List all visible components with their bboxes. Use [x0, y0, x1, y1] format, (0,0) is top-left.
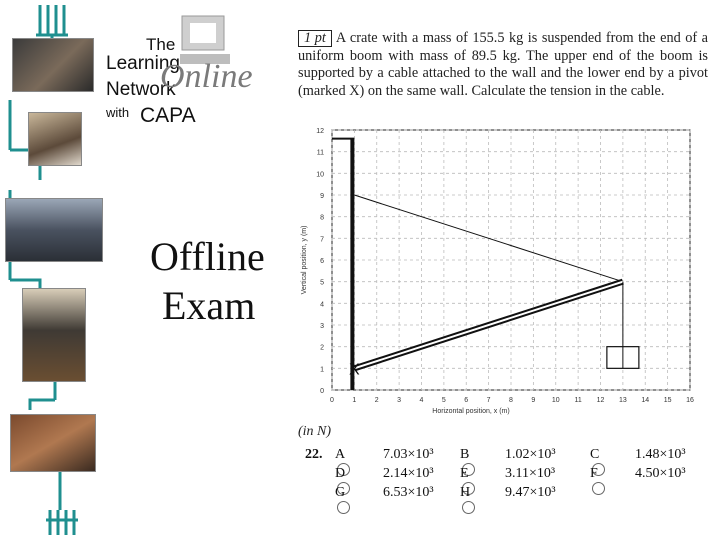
pivot-marker: X	[349, 361, 360, 379]
photo-reading	[10, 414, 96, 472]
photo-lecture	[5, 198, 103, 262]
x-tick-label: 11	[574, 397, 582, 404]
x-tick-label: 10	[551, 397, 560, 404]
x-tick-label: 16	[686, 397, 694, 404]
choice-bubble[interactable]	[462, 501, 475, 514]
x-tick-label: 4	[419, 397, 424, 404]
title-exam: Exam	[162, 283, 256, 329]
y-tick-label: 1	[320, 366, 324, 374]
x-tick-label: 7	[486, 397, 491, 404]
x-tick-label: 13	[618, 397, 627, 404]
choice-c[interactable]: C	[590, 447, 605, 480]
points-badge: 1 pt	[298, 30, 332, 47]
x-tick-label: 2	[374, 397, 379, 404]
logo-with: with	[106, 105, 130, 120]
choice-bubble[interactable]	[337, 501, 350, 514]
choice-value: 6.53×10³	[383, 485, 434, 500]
boom-diagram	[298, 122, 708, 422]
choice-d[interactable]: D	[335, 466, 350, 499]
y-tick-label: 8	[320, 214, 324, 222]
choice-value: 2.14×10³	[383, 466, 434, 481]
photo-student-phone	[28, 112, 82, 166]
y-tick-label: 9	[320, 193, 324, 200]
logo-capa: CAPA	[140, 104, 196, 127]
problem-statement	[298, 30, 708, 100]
choice-a[interactable]: A	[335, 447, 350, 480]
x-tick-label: 15	[663, 397, 672, 404]
y-tick-label: 4	[320, 301, 324, 309]
choice-f[interactable]: F	[590, 466, 605, 499]
choice-value: 1.02×10³	[505, 447, 556, 462]
y-tick-label: 0	[320, 388, 324, 395]
choice-value: 3.11×10³	[505, 466, 556, 481]
choice-bubble[interactable]	[592, 482, 605, 495]
x-tick-label: 14	[641, 397, 650, 404]
y-tick-label: 12	[316, 128, 324, 135]
choice-value: 4.50×10³	[635, 466, 686, 481]
choice-value: 7.03×10³	[383, 447, 434, 462]
sidebar-photo-strip	[0, 0, 110, 540]
y-tick-label: 3	[320, 323, 324, 330]
choice-value: 1.48×10³	[635, 447, 686, 462]
slide-title	[150, 232, 265, 330]
question-number: 22.	[305, 447, 323, 462]
x-tick-label: 8	[509, 397, 513, 404]
wall	[350, 139, 354, 390]
y-tick-label: 6	[320, 258, 324, 265]
logo-online: Online	[160, 58, 253, 95]
title-offline: Offline	[150, 234, 265, 279]
choice-b[interactable]: B	[460, 447, 475, 480]
x-tick-label: 9	[531, 397, 536, 404]
logo-learning: Learning	[106, 53, 180, 74]
y-tick-label: 2	[320, 344, 324, 352]
y-tick-label: 5	[320, 279, 324, 287]
x-tick-label: 3	[397, 397, 402, 404]
x-axis-label: Horizontal position, x (m)	[432, 408, 510, 415]
y-tick-label: 10	[316, 171, 324, 179]
y-tick-label: 7	[320, 236, 324, 244]
problem-text: A crate with a mass of 155.5 kg is suspended from the end of a uniform boom with mass of 89.5 kg. The upper end of the boom is supported by a cable attached to the wall and the lower end by a pivot (marked X) on the same wall. Calculate the tension in the cable.	[298, 30, 708, 99]
choice-value: 9.47×10³	[505, 485, 556, 500]
photo-student-laptop	[12, 38, 94, 92]
x-tick-label: 12	[596, 397, 605, 404]
choice-g[interactable]: G	[335, 485, 350, 518]
x-tick-label: 5	[441, 397, 446, 404]
choice-h[interactable]: H	[460, 485, 475, 518]
x-tick-label: 1	[352, 397, 357, 404]
logo-network: Network	[106, 79, 176, 100]
y-axis-label: Vertical position, y (m)	[301, 225, 308, 295]
x-tick-label: 0	[330, 397, 334, 404]
y-tick-label: 11	[316, 149, 324, 157]
x-tick-label: 6	[464, 397, 469, 404]
logo-the: The	[146, 35, 176, 54]
photo-library	[22, 288, 86, 382]
choice-e[interactable]: E	[460, 466, 475, 499]
answer-unit: (in N)	[298, 424, 332, 439]
